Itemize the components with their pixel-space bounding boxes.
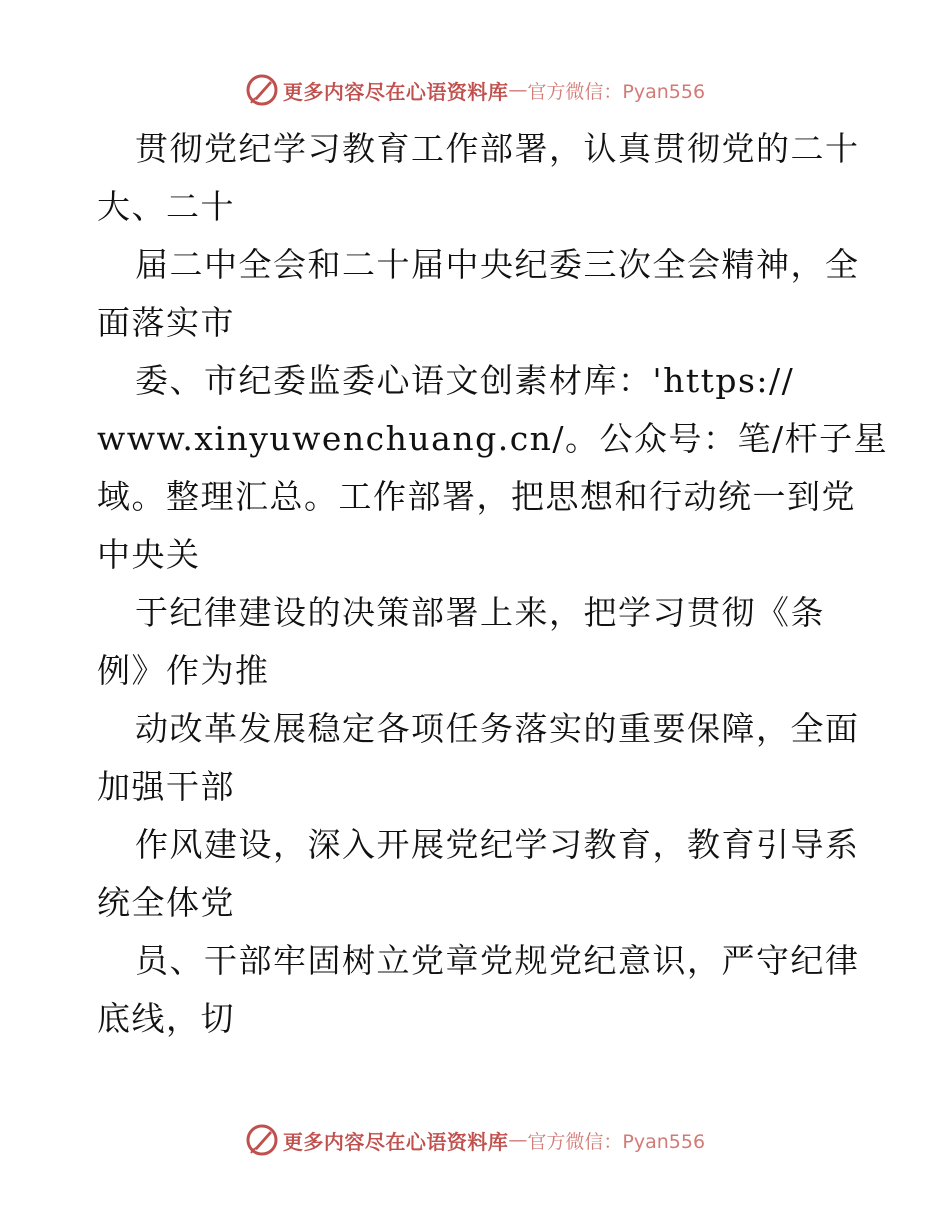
paragraph-lead-line: 贯彻党纪学习教育工作部署，认真贯彻党的二十 (135, 129, 860, 168)
paragraph-lead-line: 于纪律建设的决策部署上来，把学习贯彻《条 (135, 593, 825, 632)
paragraph-tail-line: 例》作为推 (97, 651, 270, 690)
paragraph-tail-line: 加强干部 (97, 767, 235, 806)
quill-logo-icon (245, 73, 279, 107)
paragraph-tail-line: 域。整理汇总。工作部署，把思想和行动统一到党 (97, 477, 856, 516)
paragraph (97, 468, 857, 526)
paragraph-tail-line: 底线，切 (97, 999, 235, 1038)
paragraph (97, 932, 860, 1048)
paragraph-lead-line: 员、干部牢固树立党章党规党纪意识，严守纪律 (135, 941, 860, 980)
quill-logo-icon (245, 1123, 279, 1157)
document-body (97, 120, 889, 1048)
paragraph (97, 352, 889, 468)
banner-brand-text: 更多内容尽在心语资料库 (282, 79, 509, 104)
paragraph (97, 816, 860, 932)
banner-wechat-text: 官方微信：Pyan556 (527, 80, 706, 103)
banner-separator: — (508, 1129, 528, 1151)
header-watermark (0, 70, 950, 110)
paragraph (97, 584, 857, 700)
paragraph (97, 120, 860, 236)
banner-brand-text: 更多内容尽在心语资料库 (282, 1129, 509, 1154)
footer-watermark (0, 1120, 950, 1160)
paragraph-lead-line: 作风建设，深入开展党纪学习教育，教育引导系 (135, 825, 860, 864)
paragraph-tail-line: 面落实市 (97, 303, 235, 342)
paragraph-tail-line: www.xinyuwenchuang.cn/。公众号：笔/杆子星 (97, 419, 889, 458)
paragraph (97, 700, 860, 816)
paragraph-lead-line: 届二中全会和二十届中央纪委三次全会精神，全 (135, 245, 860, 284)
banner-separator: — (508, 79, 528, 101)
paragraph-tail-line: 统全体党 (97, 883, 235, 922)
paragraph (97, 526, 857, 584)
paragraph (97, 236, 860, 352)
banner-wechat-text: 官方微信：Pyan556 (527, 1130, 706, 1153)
paragraph-lead-line: 动改革发展稳定各项任务落实的重要保障，全面 (135, 709, 860, 748)
paragraph-tail-line: 大、二十 (97, 187, 235, 226)
paragraph-tail-line: 中央关 (97, 535, 201, 574)
paragraph-lead-line: 委、市纪委监委心语文创素材库：'https:// (135, 361, 795, 400)
